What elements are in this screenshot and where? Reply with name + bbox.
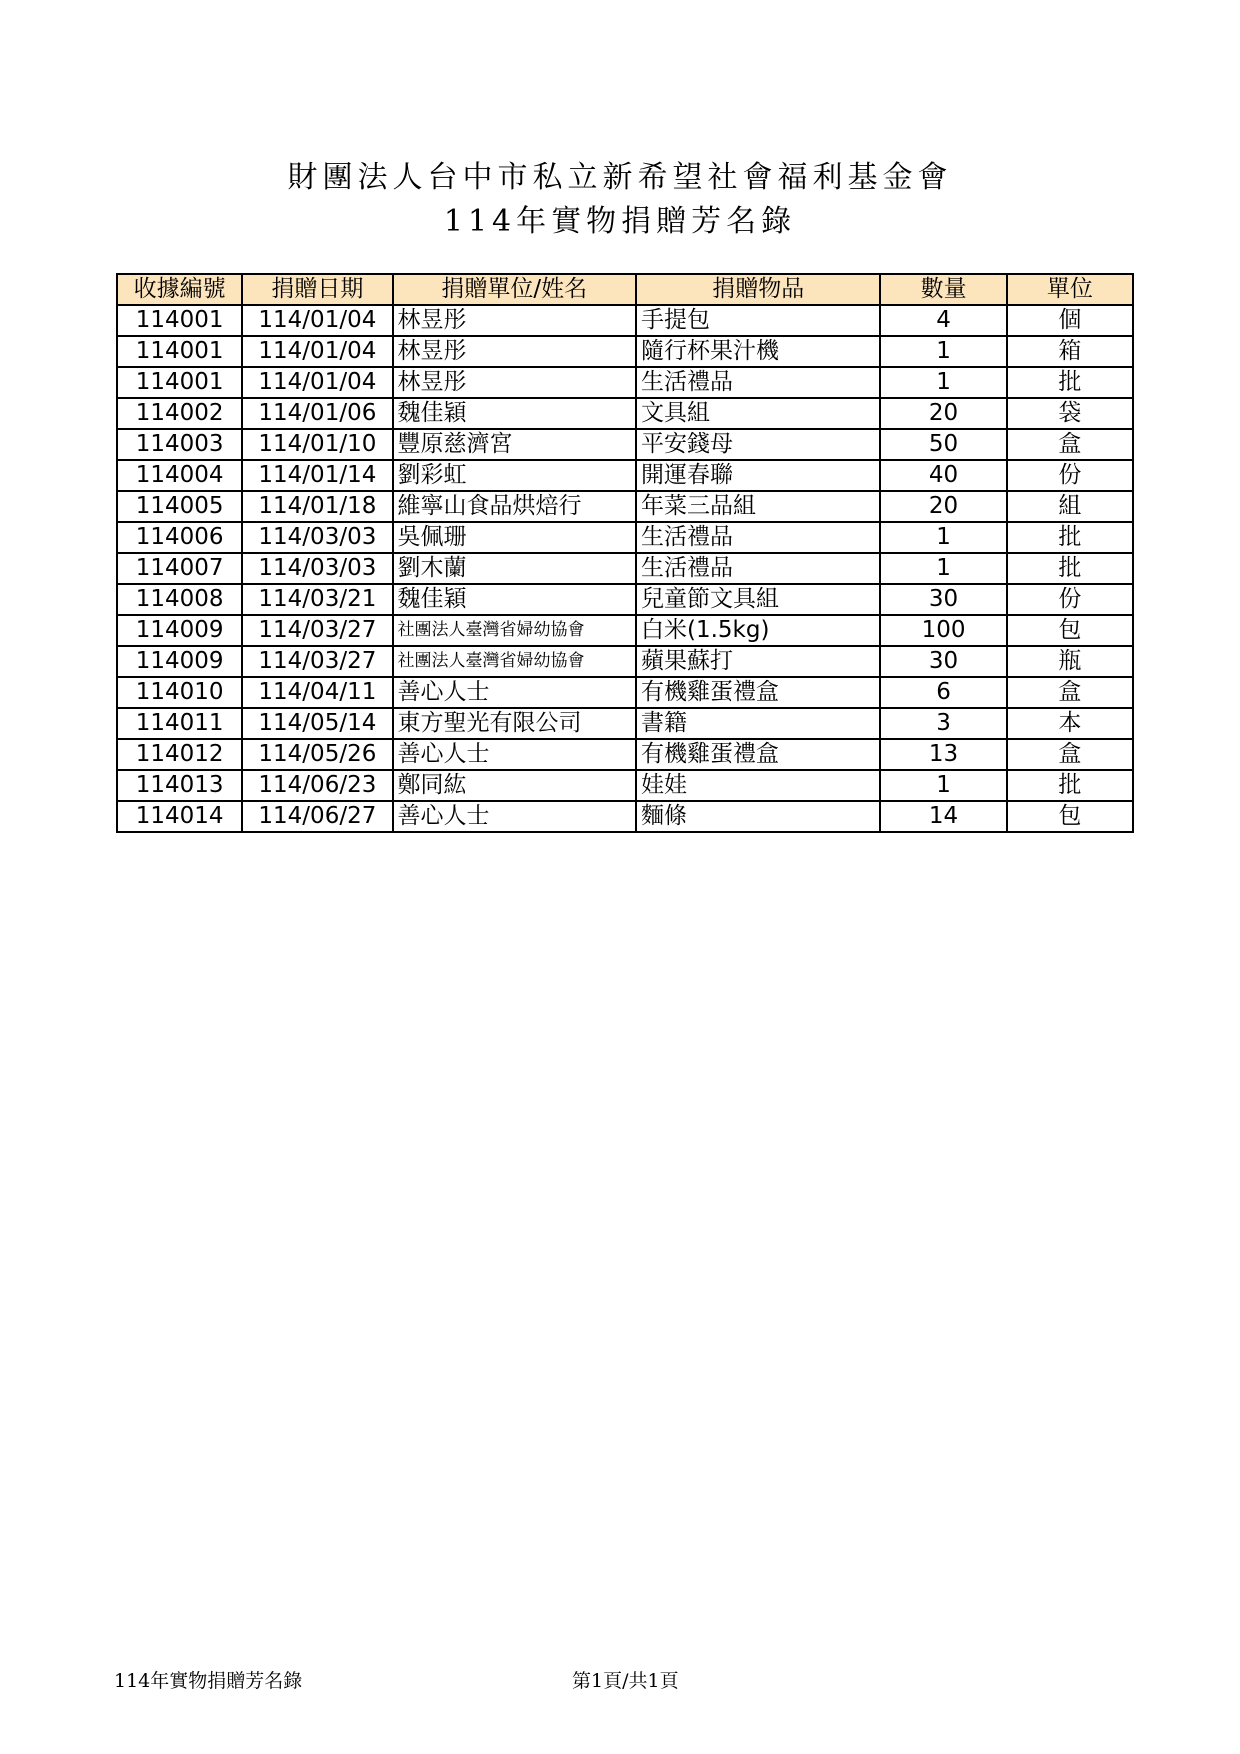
cell-receipt-number: 114001 bbox=[117, 336, 242, 367]
table-row bbox=[117, 584, 1133, 615]
cell-donation-date: 114/01/18 bbox=[242, 491, 392, 522]
cell-donor: 林昱彤 bbox=[393, 305, 636, 336]
cell-donor: 維寧山食品烘焙行 bbox=[393, 491, 636, 522]
header-item: 捐贈物品 bbox=[636, 274, 880, 305]
cell-donor: 善心人士 bbox=[393, 739, 636, 770]
cell-donor: 魏佳穎 bbox=[393, 584, 636, 615]
cell-unit: 批 bbox=[1007, 770, 1133, 801]
cell-donor: 林昱彤 bbox=[393, 336, 636, 367]
cell-donation-date: 114/01/04 bbox=[242, 336, 392, 367]
cell-item: 年菜三品組 bbox=[636, 491, 880, 522]
cell-item: 兒童節文具組 bbox=[636, 584, 880, 615]
table-row bbox=[117, 646, 1133, 677]
cell-item: 開運春聯 bbox=[636, 460, 880, 491]
cell-quantity: 3 bbox=[880, 708, 1006, 739]
cell-donation-date: 114/06/23 bbox=[242, 770, 392, 801]
cell-donor: 劉彩虹 bbox=[393, 460, 636, 491]
table-row bbox=[117, 739, 1133, 770]
table-row bbox=[117, 677, 1133, 708]
cell-receipt-number: 114008 bbox=[117, 584, 242, 615]
cell-item: 白米(1.5kg) bbox=[636, 615, 880, 646]
table-row bbox=[117, 398, 1133, 429]
cell-donor: 社團法人臺灣省婦幼協會 bbox=[393, 646, 636, 677]
cell-unit: 份 bbox=[1007, 460, 1133, 491]
cell-receipt-number: 114012 bbox=[117, 739, 242, 770]
cell-unit: 箱 bbox=[1007, 336, 1133, 367]
cell-donor: 善心人士 bbox=[393, 801, 636, 832]
cell-donation-date: 114/03/03 bbox=[242, 522, 392, 553]
cell-quantity: 30 bbox=[880, 646, 1006, 677]
cell-unit: 盒 bbox=[1007, 677, 1133, 708]
cell-quantity: 1 bbox=[880, 336, 1006, 367]
table-body bbox=[117, 305, 1133, 832]
cell-unit: 批 bbox=[1007, 522, 1133, 553]
cell-item: 蘋果蘇打 bbox=[636, 646, 880, 677]
cell-unit: 盒 bbox=[1007, 739, 1133, 770]
cell-donor: 鄭同紘 bbox=[393, 770, 636, 801]
cell-receipt-number: 114011 bbox=[117, 708, 242, 739]
cell-receipt-number: 114009 bbox=[117, 646, 242, 677]
table-row bbox=[117, 460, 1133, 491]
cell-unit: 袋 bbox=[1007, 398, 1133, 429]
table-row bbox=[117, 305, 1133, 336]
cell-quantity: 1 bbox=[880, 522, 1006, 553]
cell-donation-date: 114/03/27 bbox=[242, 646, 392, 677]
cell-receipt-number: 114009 bbox=[117, 615, 242, 646]
header-donation-date: 捐贈日期 bbox=[242, 274, 392, 305]
table-row bbox=[117, 801, 1133, 832]
cell-donation-date: 114/01/10 bbox=[242, 429, 392, 460]
cell-donation-date: 114/03/03 bbox=[242, 553, 392, 584]
table-row bbox=[117, 429, 1133, 460]
cell-item: 有機雞蛋禮盒 bbox=[636, 677, 880, 708]
cell-donation-date: 114/01/04 bbox=[242, 367, 392, 398]
cell-quantity: 20 bbox=[880, 398, 1006, 429]
cell-donor: 善心人士 bbox=[393, 677, 636, 708]
cell-receipt-number: 114002 bbox=[117, 398, 242, 429]
table-header-row bbox=[117, 274, 1133, 305]
cell-receipt-number: 114010 bbox=[117, 677, 242, 708]
cell-donation-date: 114/03/21 bbox=[242, 584, 392, 615]
cell-receipt-number: 114001 bbox=[117, 367, 242, 398]
header-quantity: 數量 bbox=[880, 274, 1006, 305]
cell-item: 平安錢母 bbox=[636, 429, 880, 460]
cell-receipt-number: 114013 bbox=[117, 770, 242, 801]
cell-item: 生活禮品 bbox=[636, 553, 880, 584]
cell-receipt-number: 114007 bbox=[117, 553, 242, 584]
cell-unit: 包 bbox=[1007, 615, 1133, 646]
cell-quantity: 100 bbox=[880, 615, 1006, 646]
cell-receipt-number: 114001 bbox=[117, 305, 242, 336]
cell-item: 麵條 bbox=[636, 801, 880, 832]
document-subtitle: 114年實物捐贈芳名錄 bbox=[443, 204, 797, 239]
cell-donor: 吳佩珊 bbox=[393, 522, 636, 553]
header-unit: 單位 bbox=[1007, 274, 1133, 305]
cell-donation-date: 114/01/06 bbox=[242, 398, 392, 429]
cell-unit: 份 bbox=[1007, 584, 1133, 615]
cell-unit: 本 bbox=[1007, 708, 1133, 739]
table-row bbox=[117, 770, 1133, 801]
cell-donation-date: 114/01/14 bbox=[242, 460, 392, 491]
cell-donation-date: 114/06/27 bbox=[242, 801, 392, 832]
cell-unit: 組 bbox=[1007, 491, 1133, 522]
cell-donor: 豐原慈濟宮 bbox=[393, 429, 636, 460]
footer-page-info: 第1頁/共1頁 bbox=[572, 1670, 679, 1692]
cell-donor: 魏佳穎 bbox=[393, 398, 636, 429]
cell-item: 書籍 bbox=[636, 708, 880, 739]
table-row bbox=[117, 615, 1133, 646]
cell-unit: 個 bbox=[1007, 305, 1133, 336]
cell-unit: 包 bbox=[1007, 801, 1133, 832]
table-row bbox=[117, 522, 1133, 553]
cell-quantity: 50 bbox=[880, 429, 1006, 460]
cell-donor: 社團法人臺灣省婦幼協會 bbox=[393, 615, 636, 646]
cell-unit: 批 bbox=[1007, 553, 1133, 584]
cell-donation-date: 114/03/27 bbox=[242, 615, 392, 646]
table-row bbox=[117, 367, 1133, 398]
cell-quantity: 14 bbox=[880, 801, 1006, 832]
cell-item: 生活禮品 bbox=[636, 522, 880, 553]
donation-table bbox=[116, 273, 1134, 833]
cell-quantity: 20 bbox=[880, 491, 1006, 522]
cell-quantity: 40 bbox=[880, 460, 1006, 491]
cell-receipt-number: 114004 bbox=[117, 460, 242, 491]
cell-item: 手提包 bbox=[636, 305, 880, 336]
cell-donor: 林昱彤 bbox=[393, 367, 636, 398]
cell-unit: 批 bbox=[1007, 367, 1133, 398]
cell-donation-date: 114/04/11 bbox=[242, 677, 392, 708]
cell-donor: 劉木蘭 bbox=[393, 553, 636, 584]
header-receipt-number: 收據編號 bbox=[117, 274, 242, 305]
table-row bbox=[117, 336, 1133, 367]
cell-receipt-number: 114006 bbox=[117, 522, 242, 553]
cell-receipt-number: 114014 bbox=[117, 801, 242, 832]
cell-donation-date: 114/05/14 bbox=[242, 708, 392, 739]
cell-quantity: 4 bbox=[880, 305, 1006, 336]
table-row bbox=[117, 708, 1133, 739]
cell-donation-date: 114/05/26 bbox=[242, 739, 392, 770]
table-row bbox=[117, 491, 1133, 522]
cell-item: 隨行杯果汁機 bbox=[636, 336, 880, 367]
footer-title: 114年實物捐贈芳名錄 bbox=[114, 1670, 303, 1692]
cell-item: 文具組 bbox=[636, 398, 880, 429]
cell-quantity: 6 bbox=[880, 677, 1006, 708]
cell-unit: 瓶 bbox=[1007, 646, 1133, 677]
cell-donor: 東方聖光有限公司 bbox=[393, 708, 636, 739]
cell-quantity: 13 bbox=[880, 739, 1006, 770]
cell-item: 生活禮品 bbox=[636, 367, 880, 398]
cell-item: 有機雞蛋禮盒 bbox=[636, 739, 880, 770]
table-row bbox=[117, 553, 1133, 584]
cell-unit: 盒 bbox=[1007, 429, 1133, 460]
cell-receipt-number: 114003 bbox=[117, 429, 242, 460]
cell-item: 娃娃 bbox=[636, 770, 880, 801]
document-title: 財團法人台中市私立新希望社會福利基金會 bbox=[287, 160, 953, 195]
cell-receipt-number: 114005 bbox=[117, 491, 242, 522]
cell-quantity: 1 bbox=[880, 770, 1006, 801]
cell-quantity: 1 bbox=[880, 367, 1006, 398]
cell-donation-date: 114/01/04 bbox=[242, 305, 392, 336]
header-donor: 捐贈單位/姓名 bbox=[393, 274, 636, 305]
cell-quantity: 1 bbox=[880, 553, 1006, 584]
cell-quantity: 30 bbox=[880, 584, 1006, 615]
